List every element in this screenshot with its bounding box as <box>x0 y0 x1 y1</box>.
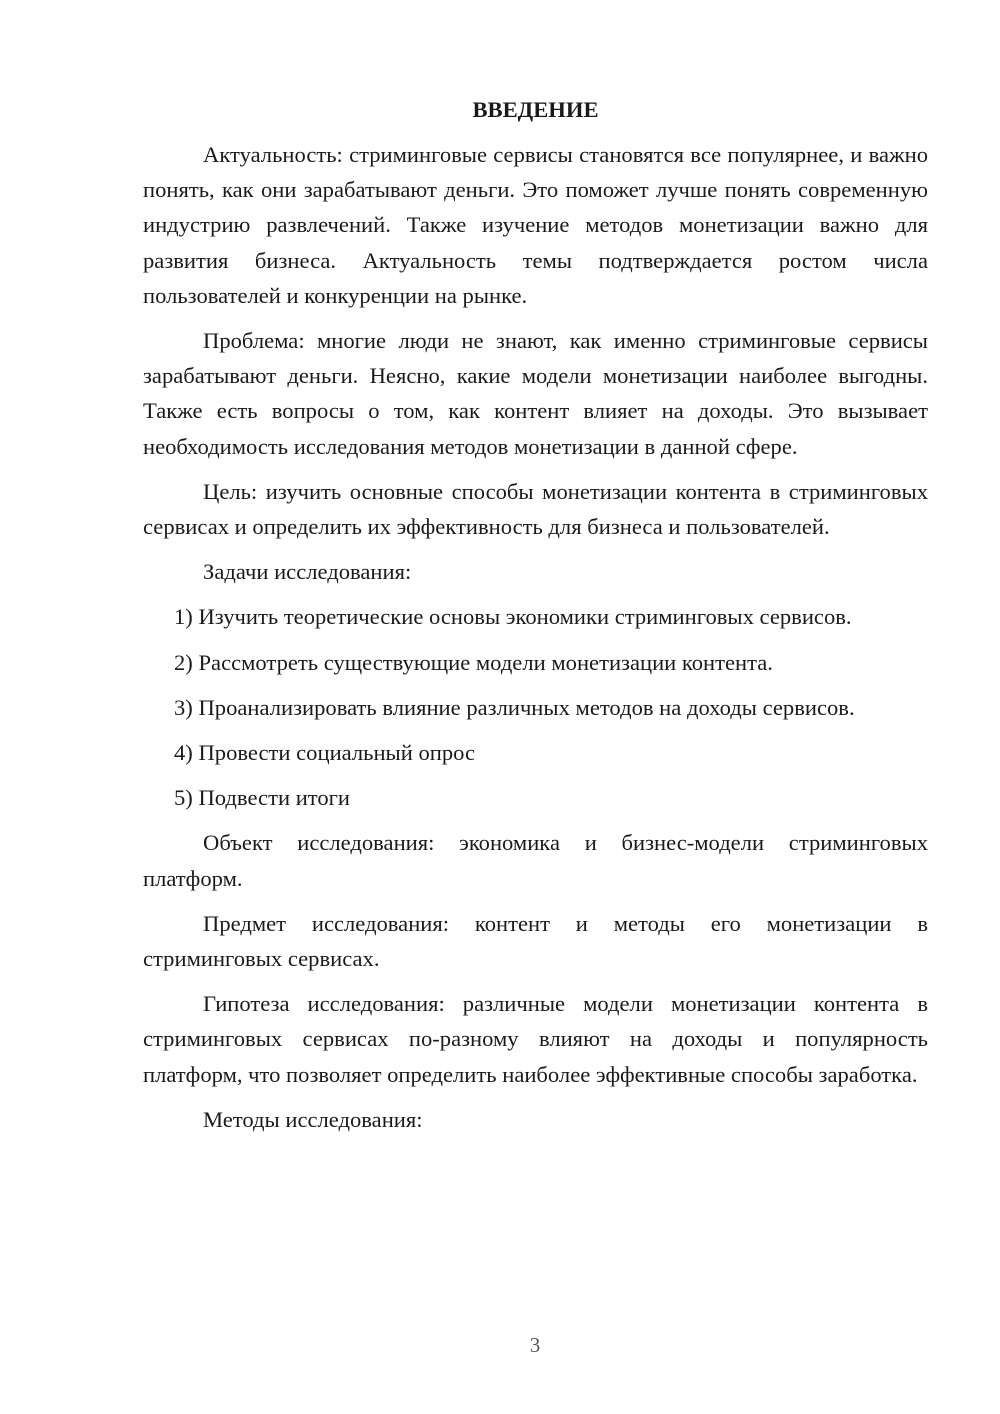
tasks-heading: Задачи исследования: <box>203 559 412 585</box>
task-item-5: 5) Подвести итоги <box>174 785 351 811</box>
methods-heading: Методы исследования: <box>203 1106 423 1132</box>
task-item-1: 1) Изучить теоретические основы экономики стриминговых сервисов. <box>174 604 852 630</box>
section-title: ВВЕДЕНИЕ <box>472 97 599 122</box>
relevance-paragraph: Актуальность: стриминговые сервисы становятся все популярнее, и важно понять, как они зарабатывают деньги. Это поможет лучше понять современную индустрию развлечений. Также изучение методов монетизации важно для развития бизнеса. Актуальность темы подтверждается ростом числа пользователей и конкуренции на рынке. <box>143 142 928 308</box>
task-item-4: 4) Провести социальный опрос <box>174 740 476 766</box>
page-number: 3 <box>529 1333 541 1357</box>
object-paragraph: Объект исследования: экономика и бизнес-модели стриминговых платформ. <box>143 830 928 891</box>
hypothesis-paragraph: Гипотеза исследования: различные модели монетизации контента в стриминговых сервисах по-разному влияют на доходы и популярность платформ, что позволяет определить наиболее эффективные способы заработка. <box>143 991 928 1087</box>
task-item-2: 2) Рассмотреть существующие модели монетизации контента. <box>174 649 773 675</box>
task-item-3: 3) Проанализировать влияние различных методов на доходы сервисов. <box>174 694 855 720</box>
subject-paragraph: Предмет исследования: контент и методы его монетизации в стриминговых сервисах. <box>143 910 928 972</box>
problem-paragraph: Проблема: многие люди не знают, как именно стриминговые сервисы зарабатывают деньги. Неясно, какие модели монетизации наиболее выгодны. Также есть вопросы о том, как контент влияет на доходы. Это вызывает необходимость исследования методов монетизации в данной сфере. <box>143 328 928 459</box>
goal-paragraph: Цель: изучить основные способы монетизации контента в стриминговых сервисах и определить их эффективность для бизнеса и пользователей. <box>143 478 928 540</box>
page-content <box>143 92 928 1147</box>
